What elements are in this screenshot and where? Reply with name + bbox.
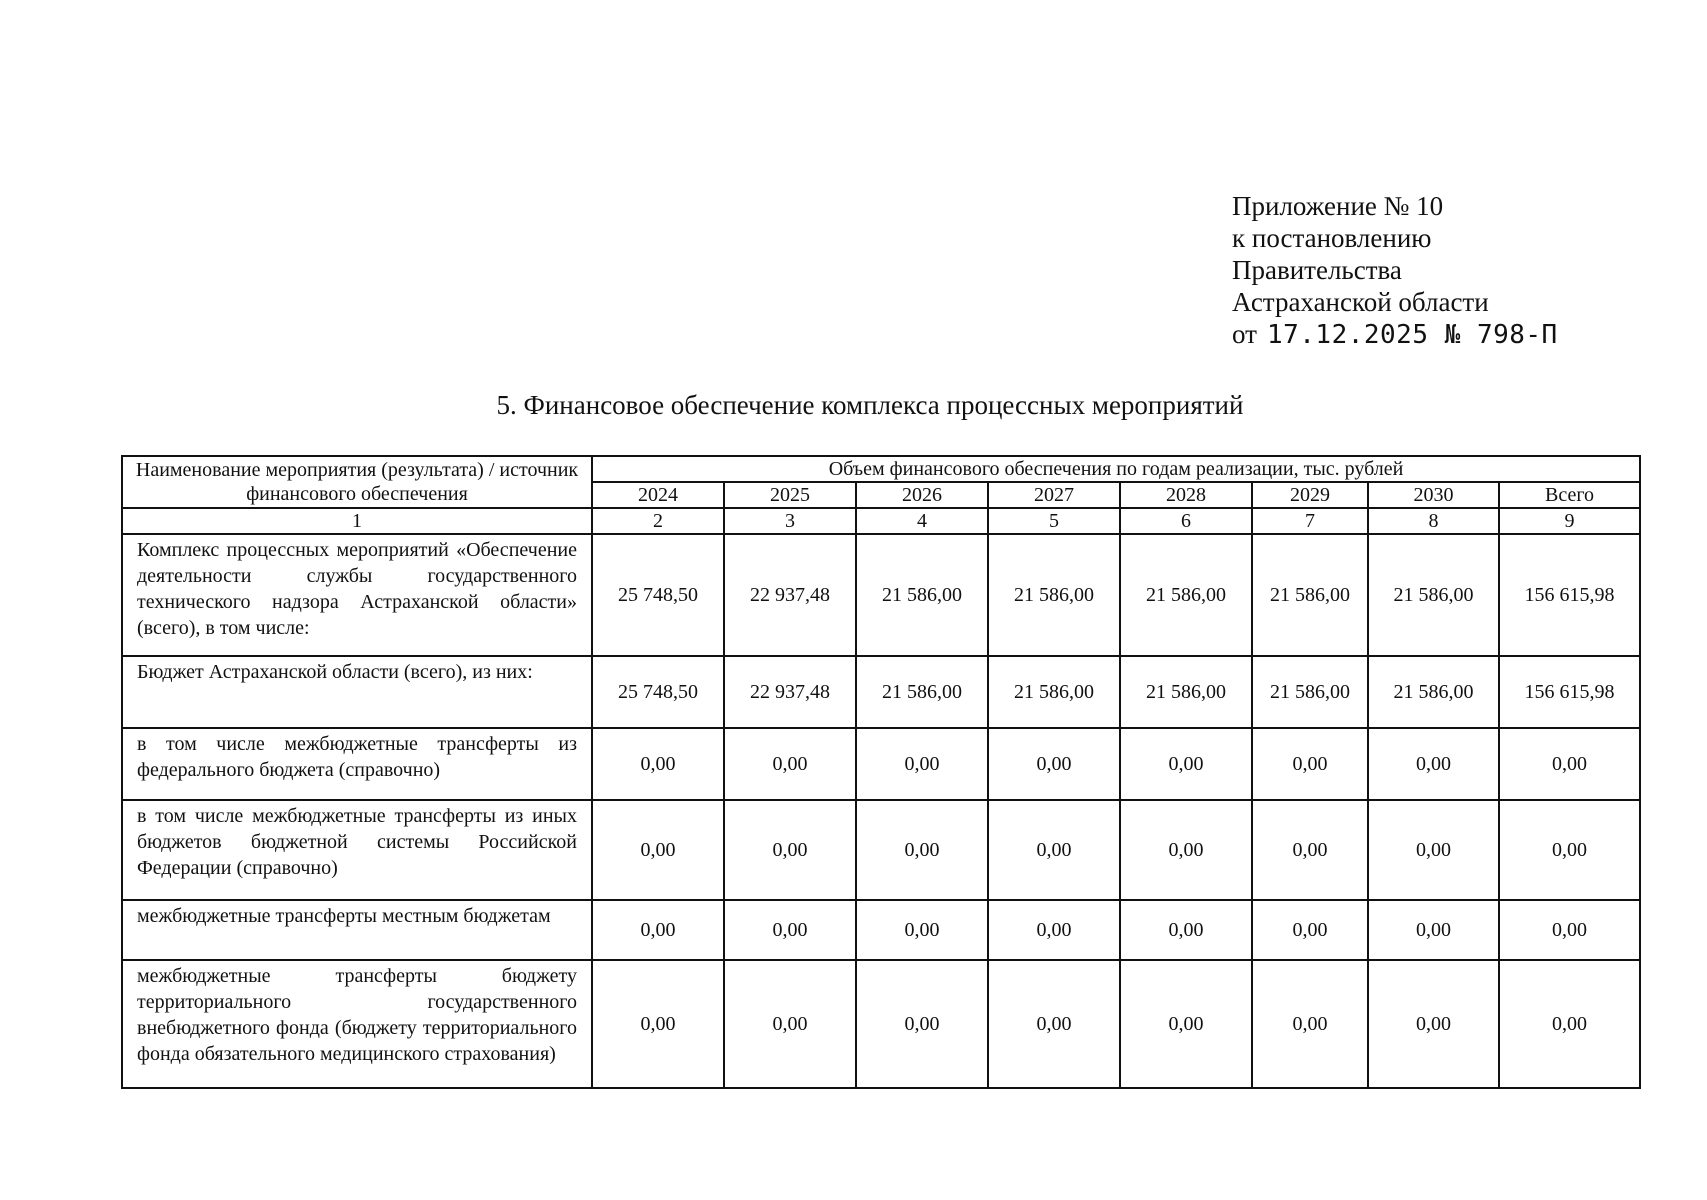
value-cell: 21 586,00 (1368, 534, 1499, 656)
row-name-cell: Бюджет Астраханской области (всего), из них: (122, 656, 592, 728)
appendix-line-2: к постановлению (1232, 223, 1432, 253)
table-row (122, 900, 1640, 960)
financing-table (121, 455, 1641, 1089)
value-cell: 21 586,00 (1120, 534, 1252, 656)
value-cell: 0,00 (1120, 900, 1252, 960)
table-row (122, 534, 1640, 656)
column-number-cell: 6 (1120, 508, 1252, 534)
appendix-date-stamp: 17.12.2025 № 798-П (1266, 320, 1558, 350)
value-cell: 0,00 (1368, 800, 1499, 900)
value-cell: 0,00 (988, 800, 1120, 900)
row-name-cell: в том числе межбюджетные трансферты из федерального бюджета (справочно) (122, 728, 592, 800)
value-cell: 0,00 (856, 900, 988, 960)
value-cell: 0,00 (1368, 960, 1499, 1088)
value-cell: 21 586,00 (988, 656, 1120, 728)
row-name-cell: межбюджетные трансферты местным бюджетам (122, 900, 592, 960)
appendix-line-3: Правительства (1232, 255, 1402, 285)
row-name-cell: в том числе межбюджетные трансферты из иных бюджетов бюджетной системы Российской Федерации (справочно) (122, 800, 592, 900)
value-cell: 0,00 (856, 728, 988, 800)
table-row (122, 656, 1640, 728)
value-cell: 0,00 (1252, 728, 1368, 800)
total-cell: 156 615,98 (1499, 534, 1640, 656)
value-cell: 0,00 (988, 900, 1120, 960)
value-cell: 0,00 (856, 960, 988, 1088)
header-year-cell: 2025 (724, 482, 856, 508)
header-total-cell: Всего (1499, 482, 1640, 508)
value-cell: 0,00 (724, 960, 856, 1088)
value-cell: 25 748,50 (592, 656, 724, 728)
column-number-cell: 3 (724, 508, 856, 534)
column-number-cell: 4 (856, 508, 988, 534)
value-cell: 0,00 (592, 960, 724, 1088)
value-cell: 0,00 (988, 728, 1120, 800)
value-cell: 0,00 (724, 728, 856, 800)
value-cell: 25 748,50 (592, 534, 724, 656)
value-cell: 0,00 (592, 800, 724, 900)
value-cell: 0,00 (1252, 800, 1368, 900)
value-cell: 0,00 (1368, 900, 1499, 960)
value-cell: 0,00 (1120, 960, 1252, 1088)
value-cell: 0,00 (856, 800, 988, 900)
total-cell: 156 615,98 (1499, 656, 1640, 728)
header-volume-cell: Объем финансового обеспечения по годам реализации, тыс. рублей (592, 456, 1640, 482)
value-cell: 0,00 (724, 800, 856, 900)
appendix-date-prefix: от (1232, 319, 1257, 349)
value-cell: 21 586,00 (1368, 656, 1499, 728)
appendix-block (1232, 190, 1558, 351)
value-cell: 0,00 (988, 960, 1120, 1088)
header-year-cell: 2024 (592, 482, 724, 508)
appendix-line-4: Астраханской области (1232, 287, 1489, 317)
total-cell: 0,00 (1499, 960, 1640, 1088)
value-cell: 21 586,00 (856, 656, 988, 728)
total-cell: 0,00 (1499, 728, 1640, 800)
value-cell: 21 586,00 (1252, 534, 1368, 656)
column-number-cell: 9 (1499, 508, 1640, 534)
value-cell: 0,00 (1252, 900, 1368, 960)
table-row (122, 800, 1640, 900)
value-cell: 0,00 (1252, 960, 1368, 1088)
value-cell: 0,00 (1368, 728, 1499, 800)
column-number-cell: 5 (988, 508, 1120, 534)
header-name-cell: Наименование мероприятия (результата) / источник финансового обеспечения (122, 456, 592, 508)
column-number-cell: 1 (122, 508, 592, 534)
header-year-cell: 2028 (1120, 482, 1252, 508)
row-name-cell: межбюджетные трансферты бюджету территориального государственного внебюджетного фонда (бюджету территориального фонда обязательного медицинского страхования) (122, 960, 592, 1088)
header-year-cell: 2029 (1252, 482, 1368, 508)
value-cell: 0,00 (592, 728, 724, 800)
total-cell: 0,00 (1499, 900, 1640, 960)
table-row (122, 728, 1640, 800)
appendix-date-line (1232, 318, 1558, 351)
value-cell: 21 586,00 (988, 534, 1120, 656)
value-cell: 0,00 (724, 900, 856, 960)
section-title: 5. Финансовое обеспечение комплекса процессных мероприятий (496, 390, 1244, 420)
value-cell: 22 937,48 (724, 656, 856, 728)
table-row (122, 960, 1640, 1088)
row-name-cell: Комплекс процессных мероприятий «Обеспечение деятельности службы государственного технического надзора Астраханской области» (всего), в том числе: (122, 534, 592, 656)
appendix-number: Приложение № 10 (1232, 191, 1444, 221)
header-year-cell: 2027 (988, 482, 1120, 508)
column-number-cell: 8 (1368, 508, 1499, 534)
value-cell: 21 586,00 (856, 534, 988, 656)
value-cell: 0,00 (1120, 800, 1252, 900)
value-cell: 21 586,00 (1120, 656, 1252, 728)
value-cell: 21 586,00 (1252, 656, 1368, 728)
header-year-cell: 2026 (856, 482, 988, 508)
column-number-row (122, 508, 1640, 534)
value-cell: 0,00 (592, 900, 724, 960)
header-year-cell: 2030 (1368, 482, 1499, 508)
total-cell: 0,00 (1499, 800, 1640, 900)
column-number-cell: 2 (592, 508, 724, 534)
column-number-cell: 7 (1252, 508, 1368, 534)
value-cell: 0,00 (1120, 728, 1252, 800)
value-cell: 22 937,48 (724, 534, 856, 656)
